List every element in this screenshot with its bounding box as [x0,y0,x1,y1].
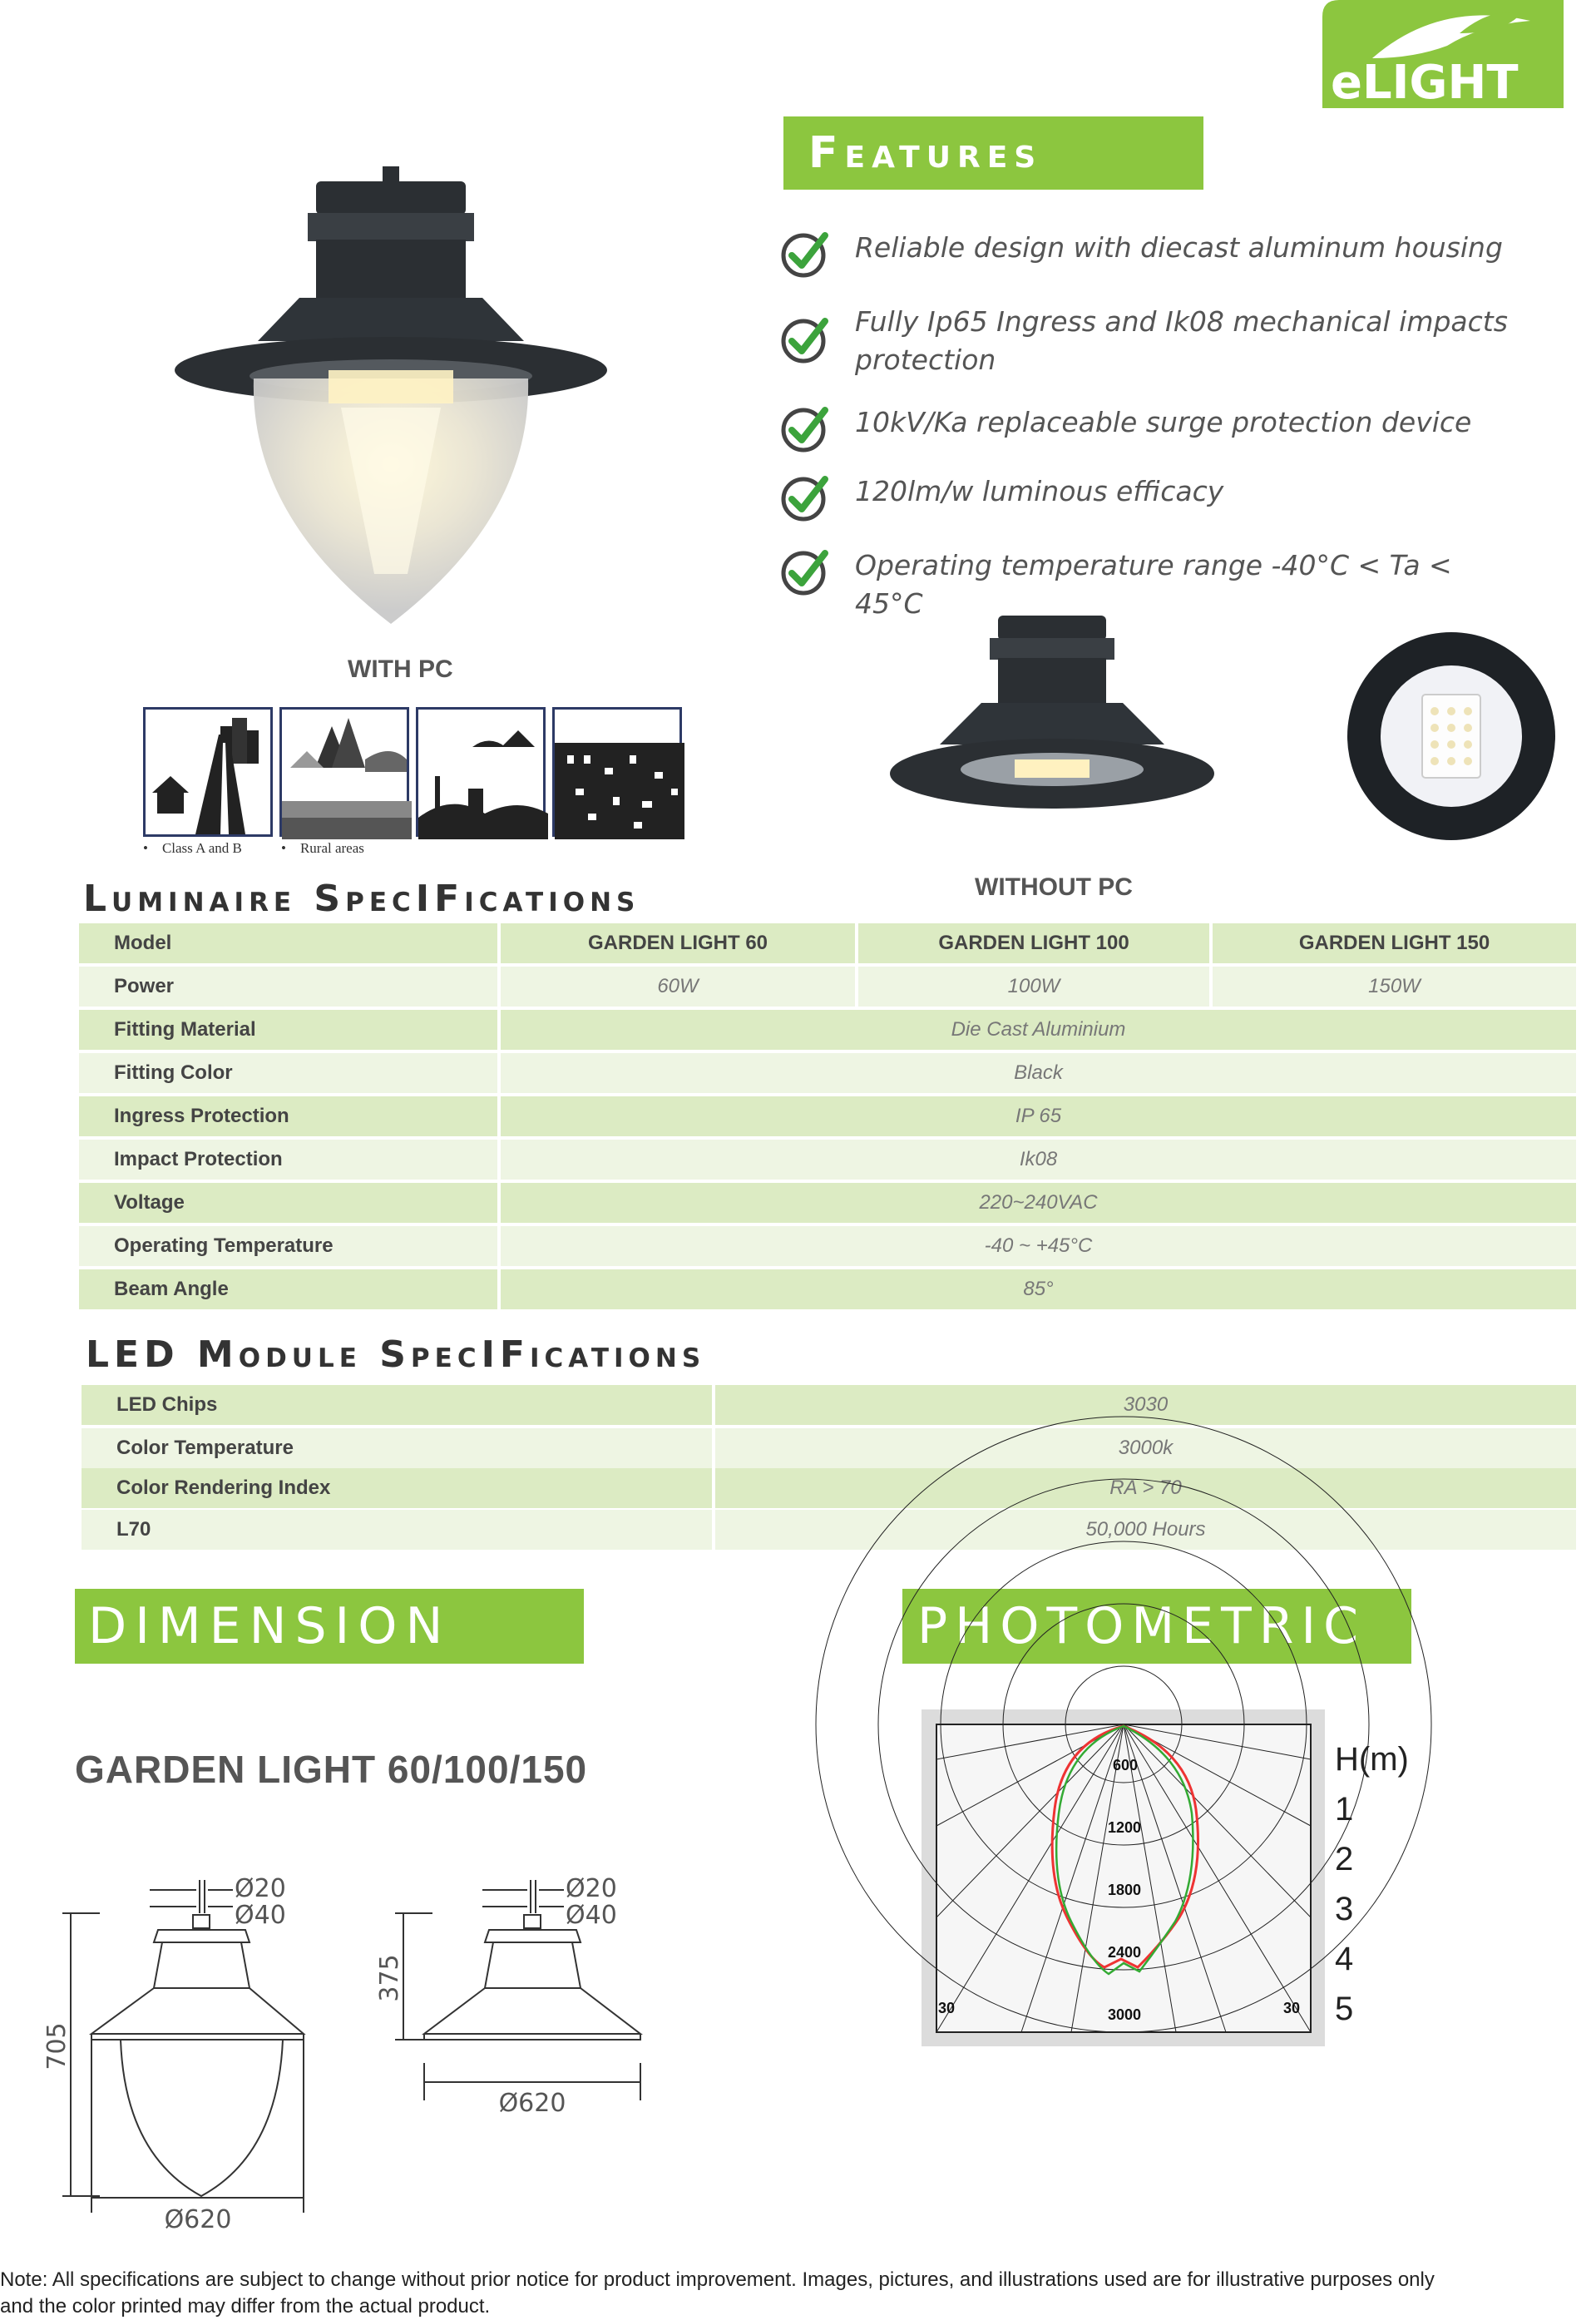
ring-3000: 3000 [1108,2006,1142,2023]
row-label: Color Temperature [82,1428,712,1468]
photometric-diagram [922,1709,1325,2046]
height-scale-title: H(m) [1335,1741,1409,1778]
dim-d20-right: Ø20 [566,1874,617,1903]
row-label: Fitting Material [79,1010,497,1050]
row-value: 220~240VAC [501,1183,1576,1223]
row-label: Color Rendering Index [82,1468,712,1508]
table-row [79,1183,1576,1223]
lamp-with-pc-image [175,158,624,641]
ring-2400: 2400 [1108,1944,1142,1961]
dim-d20-left: Ø20 [235,1874,286,1903]
height-1: 1 [1335,1791,1354,1828]
footnote-line-2: and the color printed may differ from the actual product. [0,2295,491,2318]
model-60: GARDEN LIGHT 60 [501,923,855,963]
table-row [79,1269,1576,1309]
feature-text: 120lm/w luminous efficacy [855,475,1224,507]
check-icon [780,314,830,364]
city-icon [555,710,684,839]
scene-label-rural: • Rural areas [281,840,364,856]
scene-rural-hills [416,707,546,837]
with-pc-caption: WITH PC [348,655,453,683]
check-icon [780,229,830,279]
table-row [79,1140,1576,1180]
footnote-line-1: Note: All specifications are subject to change without prior notice for product improvement. Images, pictures, and illustrations used are for illustrative purposes only [0,2268,1435,2291]
feature-text: 10kV/Ka replaceable surge protection device [855,406,1472,438]
feature-text: Fully Ip65 Ingress and Ik08 mechanical impacts protection [855,305,1508,376]
row-label: Voltage [79,1183,497,1223]
row-label: Power [79,967,497,1007]
height-scale [1335,1734,1409,2034]
row-value: 3030 [715,1385,1576,1425]
row-value: -40 ~ +45°C [501,1226,1576,1266]
scene-rural-trees [279,707,409,837]
angle-right: 30 [1283,2000,1301,2016]
trees-icon [282,710,412,839]
row-value: Black [501,1053,1576,1093]
power-60: 60W [501,967,855,1007]
feature-text: Operating temperature range -40°C < Ta < 45°C [855,549,1452,620]
dim-d620-right: Ø620 [498,2089,566,2118]
feature-item [780,472,1512,522]
lamp-without-pc-image [890,611,1223,836]
row-label: Model [79,923,497,963]
power-100: 100W [858,967,1209,1007]
table-row [79,1096,1576,1136]
height-3: 3 [1335,1891,1354,1927]
scene-class-ab [143,707,273,837]
dim-height-705: 705 [42,2022,72,2070]
row-value: Ik08 [501,1140,1576,1180]
check-icon [780,403,830,453]
features-heading: Features [783,116,1203,190]
row-value: RA > 70 [715,1468,1576,1508]
row-label: L70 [82,1510,712,1550]
dim-d620-left: Ø620 [164,2205,232,2234]
row-value: Die Cast Aluminium [501,1010,1576,1050]
row-value: IP 65 [501,1096,1576,1136]
led-spec-title: LED Module SpecIFications [86,1333,706,1376]
row-label: Impact Protection [79,1140,497,1180]
height-2: 2 [1335,1841,1354,1877]
without-pc-caption: WITHOUT PC [975,873,1133,901]
road-icon [146,710,275,839]
table-row [79,1053,1576,1093]
dim-height-375: 375 [375,1954,404,2002]
feature-item [780,303,1512,379]
table-row-model [79,923,1576,963]
scene-city [552,707,682,837]
ring-1800: 1800 [1108,1882,1142,1898]
logo-text: eLIGHT [1331,56,1519,110]
check-icon [780,547,830,596]
table-row [82,1428,1576,1468]
ring-600: 600 [1113,1757,1139,1773]
table-row [82,1468,1576,1508]
check-icon [780,472,830,522]
dimension-drawings [42,1847,665,2234]
power-150: 150W [1213,967,1576,1007]
hills-icon [418,710,548,839]
lamp-bottom-view-image [1339,632,1564,840]
row-value: 50,000 Hours [715,1510,1576,1550]
row-value: 85° [501,1269,1576,1309]
elight-logo [1314,0,1564,108]
row-label: Fitting Color [79,1053,497,1093]
row-label: Operating Temperature [79,1226,497,1266]
height-4: 4 [1335,1941,1354,1977]
luminaire-spec-title: Luminaire SpecIFications [83,878,640,920]
table-row [79,1010,1576,1050]
photometric-heading: PHOTOMETRIC [902,1589,1411,1664]
scene-label-class-ab: • Class A and B [143,840,242,856]
model-100: GARDEN LIGHT 100 [858,923,1209,963]
feature-item [780,229,1512,279]
feature-text: Reliable design with diecast aluminum housing [855,231,1503,264]
row-label: Ingress Protection [79,1096,497,1136]
dim-d40-left: Ø40 [235,1901,286,1930]
table-row [79,1226,1576,1266]
height-5: 5 [1335,1991,1354,2027]
dim-d40-right: Ø40 [566,1901,617,1930]
model-150: GARDEN LIGHT 150 [1213,923,1576,963]
row-label: LED Chips [82,1385,712,1425]
dimension-model-title: GARDEN LIGHT 60/100/150 [75,1748,588,1791]
footnote [0,2267,1596,2320]
table-row [82,1510,1576,1550]
angle-left: 30 [938,2000,956,2016]
dimension-heading: DIMENSION [75,1589,584,1664]
ring-1200: 1200 [1108,1819,1142,1836]
table-row-power [79,967,1576,1007]
row-value: 3000k [715,1428,1576,1468]
row-label: Beam Angle [79,1269,497,1309]
table-row [82,1385,1576,1425]
feature-item [780,403,1512,453]
